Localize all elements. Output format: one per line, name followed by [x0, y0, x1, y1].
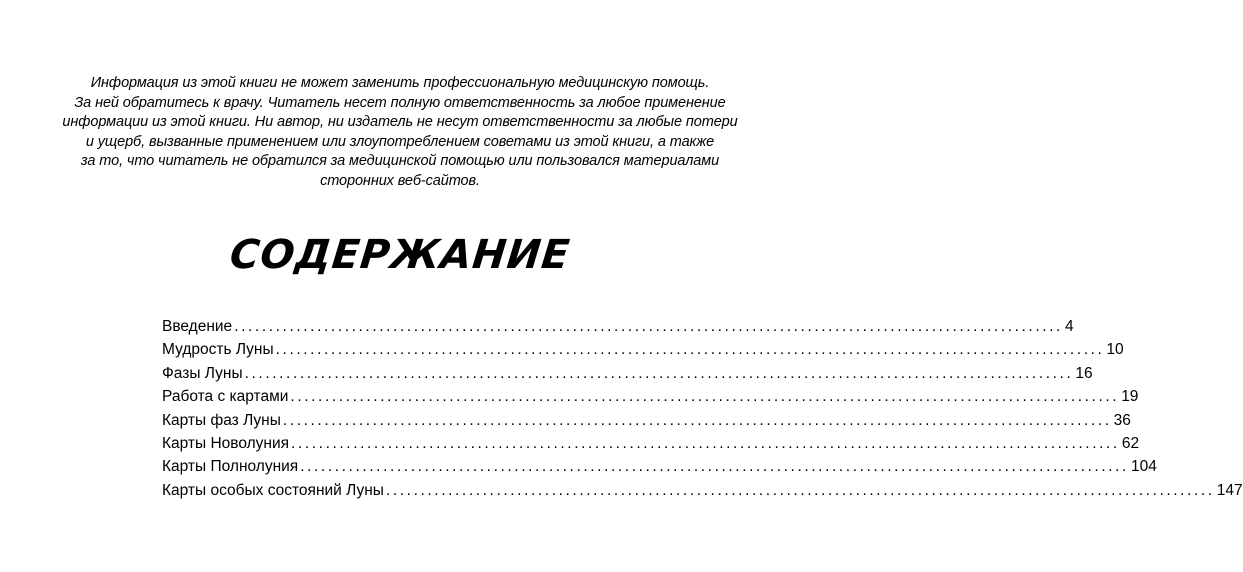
toc-entry-page: 4 [1064, 318, 1074, 335]
toc-entry-page: 19 [1121, 388, 1139, 406]
toc-leader-dots: ........................................................................................................................ [244, 364, 1074, 382]
toc-entry-label: Работа с картами [162, 388, 289, 406]
toc-entry-page: 36 [1113, 411, 1131, 429]
toc-entry-page: 16 [1075, 364, 1093, 382]
disclaimer-line: за то, что читатель не обратился за медицинской помощью или пользовался материалами [80, 153, 720, 169]
toc-heading: СОДЕРЖАНИЕ [227, 232, 573, 278]
toc-leader-dots: ........................................................................................................................ [234, 318, 1063, 335]
toc-entry-page: 62 [1121, 434, 1140, 452]
toc-entry-label: Карты Новолуния [162, 434, 290, 452]
toc-entry-label: Карты фаз Луны [162, 411, 281, 429]
toc-entry[interactable] [162, 362, 1093, 385]
disclaimer-line: Информация из этой книги не может заменить профессиональную медицинскую помощь. [90, 75, 710, 91]
toc-leader-dots: ........................................................................................................................ [300, 458, 1129, 476]
toc-entry[interactable] [162, 409, 1131, 432]
toc-leader-dots: ........................................................................................................................ [385, 481, 1215, 499]
toc-leader-dots: ........................................................................................................................ [290, 388, 1120, 406]
toc-entry-label: Фазы Луны [162, 364, 243, 382]
toc-leader-dots: ........................................................................................................................ [282, 411, 1112, 429]
toc-entry[interactable] [162, 479, 1243, 502]
toc-entry-label: Карты Полнолуния [162, 458, 299, 476]
toc-entry[interactable] [162, 432, 1140, 455]
toc-entry-label: Мудрость Луны [162, 341, 274, 359]
toc-entry-page: 104 [1130, 458, 1157, 476]
toc-entry[interactable] [162, 385, 1139, 408]
toc-entry[interactable] [162, 455, 1157, 478]
toc-leader-dots: ........................................................................................................................ [291, 434, 1120, 452]
disclaimer-line: информации из этой книги. Ни автор, ни издатель не несут ответственности за любые потери [62, 114, 738, 130]
disclaimer-line: и ущерб, вызванные применением или злоупотреблением советами из этой книги, а также [85, 133, 715, 150]
medical-disclaimer [60, 74, 740, 191]
toc-entry[interactable] [162, 338, 1124, 361]
table-of-contents [162, 315, 1243, 502]
toc-entry[interactable] [162, 315, 1074, 338]
disclaimer-line: сторонних веб-сайтов. [320, 172, 480, 189]
toc-entry-label: Введение [162, 318, 233, 335]
toc-entry-page: 10 [1106, 341, 1124, 359]
toc-entry-page: 147 [1216, 481, 1243, 499]
toc-entry-label: Карты особых состояний Луны [162, 481, 384, 499]
disclaimer-line: За ней обратитесь к врачу. Читатель несет полную ответственность за любое применение [74, 94, 726, 111]
toc-leader-dots: ........................................................................................................................ [275, 341, 1105, 359]
